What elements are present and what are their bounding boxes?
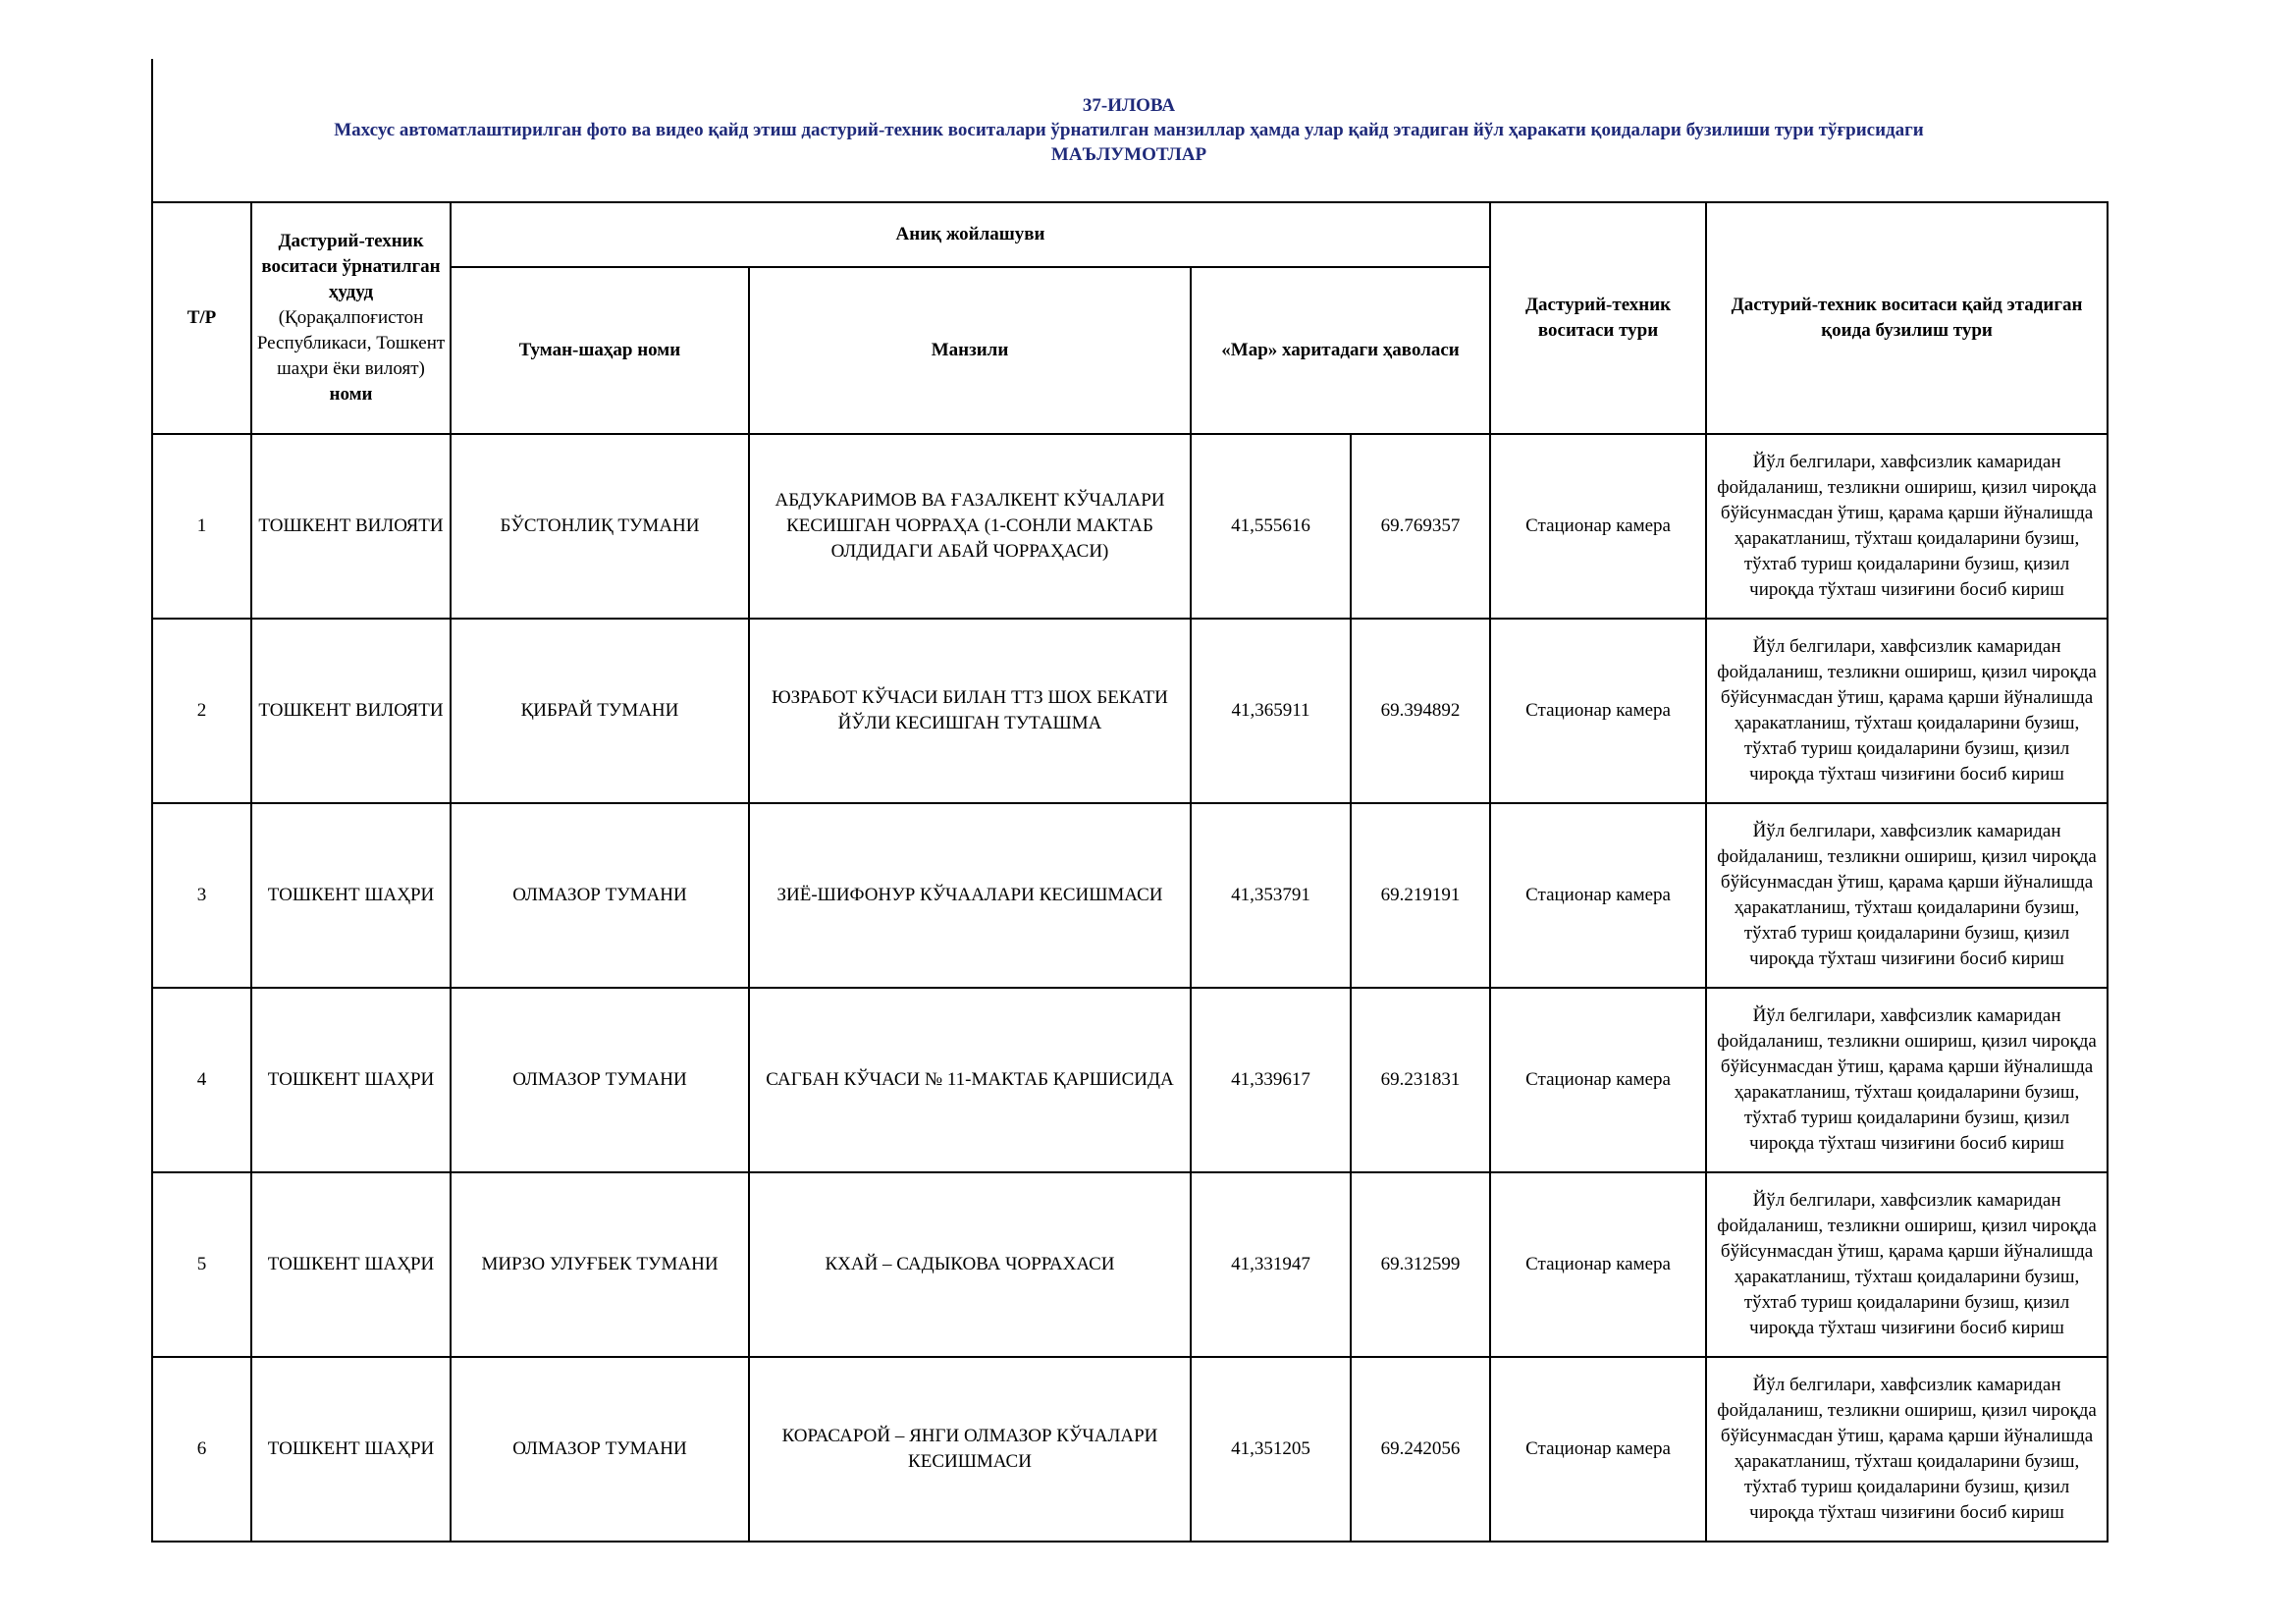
header-territory-suffix: номи bbox=[329, 384, 373, 405]
row-violation: Йўл белгилари, хавфсизлик камаридан фойдаланиш, тезликни ошириш, қизил чироқда бўйсунмасдан ўтиш, қарама қарши йўналишда ҳаракатланиш, тўхташ қоидаларини бузиш, тўхтаб туриш қоидаларини бузиш, қизил чироқда тўхташ чизиғини босиб кириш bbox=[1706, 434, 2108, 619]
row-territory: ТОШКЕНТ ШАҲРИ bbox=[251, 1357, 451, 1542]
row-device-type: Стационар камера bbox=[1490, 619, 1706, 803]
cameras-table bbox=[151, 201, 2109, 1543]
row-address: ЮЗРАБОТ КЎЧАСИ БИЛАН ТТЗ ШОХ БЕКАТИ ЙЎЛИ КЕСИШГАН ТУТАШМА bbox=[749, 619, 1191, 803]
header-territory bbox=[251, 202, 451, 434]
row-district: ОЛМАЗОР ТУМАНИ bbox=[451, 1357, 749, 1542]
row-latitude: 41,331947 bbox=[1191, 1172, 1351, 1357]
table-row bbox=[152, 1172, 2108, 1357]
row-device-type: Стационар камера bbox=[1490, 803, 1706, 988]
table-row bbox=[152, 619, 2108, 803]
row-address: КХАЙ – САДЫКОВА ЧОРРАХАСИ bbox=[749, 1172, 1191, 1357]
row-longitude: 69.312599 bbox=[1351, 1172, 1490, 1357]
annex-number: 37-ИЛОВА bbox=[1082, 95, 1176, 116]
row-number: 5 bbox=[152, 1172, 251, 1357]
row-latitude: 41,555616 bbox=[1191, 434, 1351, 619]
row-number: 2 bbox=[152, 619, 251, 803]
row-violation: Йўл белгилари, хавфсизлик камаридан фойдаланиш, тезликни ошириш, қизил чироқда бўйсунмасдан ўтиш, қарама қарши йўналишда ҳаракатланиш, тўхташ қоидаларини бузиш, тўхтаб туриш қоидаларини бузиш, қизил чироқда тўхташ чизиғини босиб кириш bbox=[1706, 619, 2108, 803]
row-district: ОЛМАЗОР ТУМАНИ bbox=[451, 803, 749, 988]
row-device-type: Стационар камера bbox=[1490, 1357, 1706, 1542]
table-row bbox=[152, 988, 2108, 1172]
header-district: Туман-шаҳар номи bbox=[451, 267, 749, 434]
header-address: Манзили bbox=[749, 267, 1191, 434]
row-longitude: 69.769357 bbox=[1351, 434, 1490, 619]
row-device-type: Стационар камера bbox=[1490, 1172, 1706, 1357]
header-territory-plain: (Қорақалпоғистон Республикаси, Тошкент шаҳри ёки вилоят) bbox=[256, 307, 446, 379]
row-address: АБДУКАРИМОВ ВА ҒАЗАЛКЕНТ КЎЧАЛАРИ КЕСИШГАН ЧОРРАҲА (1-СОНЛИ МАКТАБ ОЛДИДАГИ АБАЙ ЧОРРАҲАСИ) bbox=[749, 434, 1191, 619]
document-title: Махсус автоматлаштирилган фото ва видео қайд этиш дастурий-техник воситалари ўрнатилган манзиллар ҳамда улар қайд этадиган йўл ҳаракати қоидалари бузилиши тури тўғрисидаги bbox=[334, 120, 1924, 140]
row-district: ҚИБРАЙ ТУМАНИ bbox=[451, 619, 749, 803]
row-address: КОРАСАРОЙ – ЯНГИ ОЛМАЗОР КЎЧАЛАРИ КЕСИШМАСИ bbox=[749, 1357, 1191, 1542]
row-device-type: Стационар камера bbox=[1490, 434, 1706, 619]
row-violation: Йўл белгилари, хавфсизлик камаридан фойдаланиш, тезликни ошириш, қизил чироқда бўйсунмасдан ўтиш, қарама қарши йўналишда ҳаракатланиш, тўхташ қоидаларини бузиш, тўхтаб туриш қоидаларини бузиш, қизил чироқда тўхташ чизиғини босиб кириш bbox=[1706, 1172, 2108, 1357]
row-longitude: 69.394892 bbox=[1351, 619, 1490, 803]
table-row bbox=[152, 803, 2108, 988]
header-territory-bold: Дастурий-техник воситаси ўрнатилган ҳудуд bbox=[261, 231, 441, 302]
row-district: БЎСТОНЛИҚ ТУМАНИ bbox=[451, 434, 749, 619]
row-address: ЗИЁ-ШИФОНУР КЎЧААЛАРИ КЕСИШМАСИ bbox=[749, 803, 1191, 988]
row-violation: Йўл белгилари, хавфсизлик камаридан фойдаланиш, тезликни ошириш, қизил чироқда бўйсунмасдан ўтиш, қарама қарши йўналишда ҳаракатланиш, тўхташ қоидаларини бузиш, тўхтаб туриш қоидаларини бузиш, қизил чироқда тўхташ чизиғини босиб кириш bbox=[1706, 988, 2108, 1172]
row-violation: Йўл белгилари, хавфсизлик камаридан фойдаланиш, тезликни ошириш, қизил чироқда бўйсунмасдан ўтиш, қарама қарши йўналишда ҳаракатланиш, тўхташ қоидаларини бузиш, тўхтаб туриш қоидаларини бузиш, қизил чироқда тўхташ чизиғини босиб кириш bbox=[1706, 803, 2108, 988]
row-district: МИРЗО УЛУҒБЕК ТУМАНИ bbox=[451, 1172, 749, 1357]
document-subtitle: МАЪЛУМОТЛАР bbox=[1050, 144, 1207, 165]
row-violation: Йўл белгилари, хавфсизлик камаридан фойдаланиш, тезликни ошириш, қизил чироқда бўйсунмасдан ўтиш, қарама қарши йўналишда ҳаракатланиш, тўхташ қоидаларини бузиш, тўхтаб туриш қоидаларини бузиш, қизил чироқда тўхташ чизиғини босиб кириш bbox=[1706, 1357, 2108, 1542]
row-territory: ТОШКЕНТ ШАҲРИ bbox=[251, 1172, 451, 1357]
document-heading bbox=[151, 93, 2107, 167]
row-latitude: 41,365911 bbox=[1191, 619, 1351, 803]
header-location: Аниқ жойлашуви bbox=[451, 202, 1490, 267]
row-number: 3 bbox=[152, 803, 251, 988]
header-map-link: «Мар» харитадаги ҳаволаси bbox=[1191, 267, 1490, 434]
row-number: 6 bbox=[152, 1357, 251, 1542]
table-row bbox=[152, 434, 2108, 619]
row-longitude: 69.219191 bbox=[1351, 803, 1490, 988]
row-district: ОЛМАЗОР ТУМАНИ bbox=[451, 988, 749, 1172]
row-latitude: 41,353791 bbox=[1191, 803, 1351, 988]
row-number: 4 bbox=[152, 988, 251, 1172]
header-device-type: Дастурий-техник воситаси тури bbox=[1490, 202, 1706, 434]
row-territory: ТОШКЕНТ ШАҲРИ bbox=[251, 988, 451, 1172]
row-latitude: 41,351205 bbox=[1191, 1357, 1351, 1542]
header-violation: Дастурий-техник воситаси қайд этадиган қоида бузилиш тури bbox=[1706, 202, 2108, 434]
header-number: Т/Р bbox=[152, 202, 251, 434]
row-latitude: 41,339617 bbox=[1191, 988, 1351, 1172]
row-longitude: 69.242056 bbox=[1351, 1357, 1490, 1542]
table-row bbox=[152, 1357, 2108, 1542]
row-number: 1 bbox=[152, 434, 251, 619]
row-territory: ТОШКЕНТ ШАҲРИ bbox=[251, 803, 451, 988]
row-longitude: 69.231831 bbox=[1351, 988, 1490, 1172]
row-device-type: Стационар камера bbox=[1490, 988, 1706, 1172]
row-territory: ТОШКЕНТ ВИЛОЯТИ bbox=[251, 434, 451, 619]
row-territory: ТОШКЕНТ ВИЛОЯТИ bbox=[251, 619, 451, 803]
row-address: САГБАН КЎЧАСИ № 11-МАКТАБ ҚАРШИСИДА bbox=[749, 988, 1191, 1172]
